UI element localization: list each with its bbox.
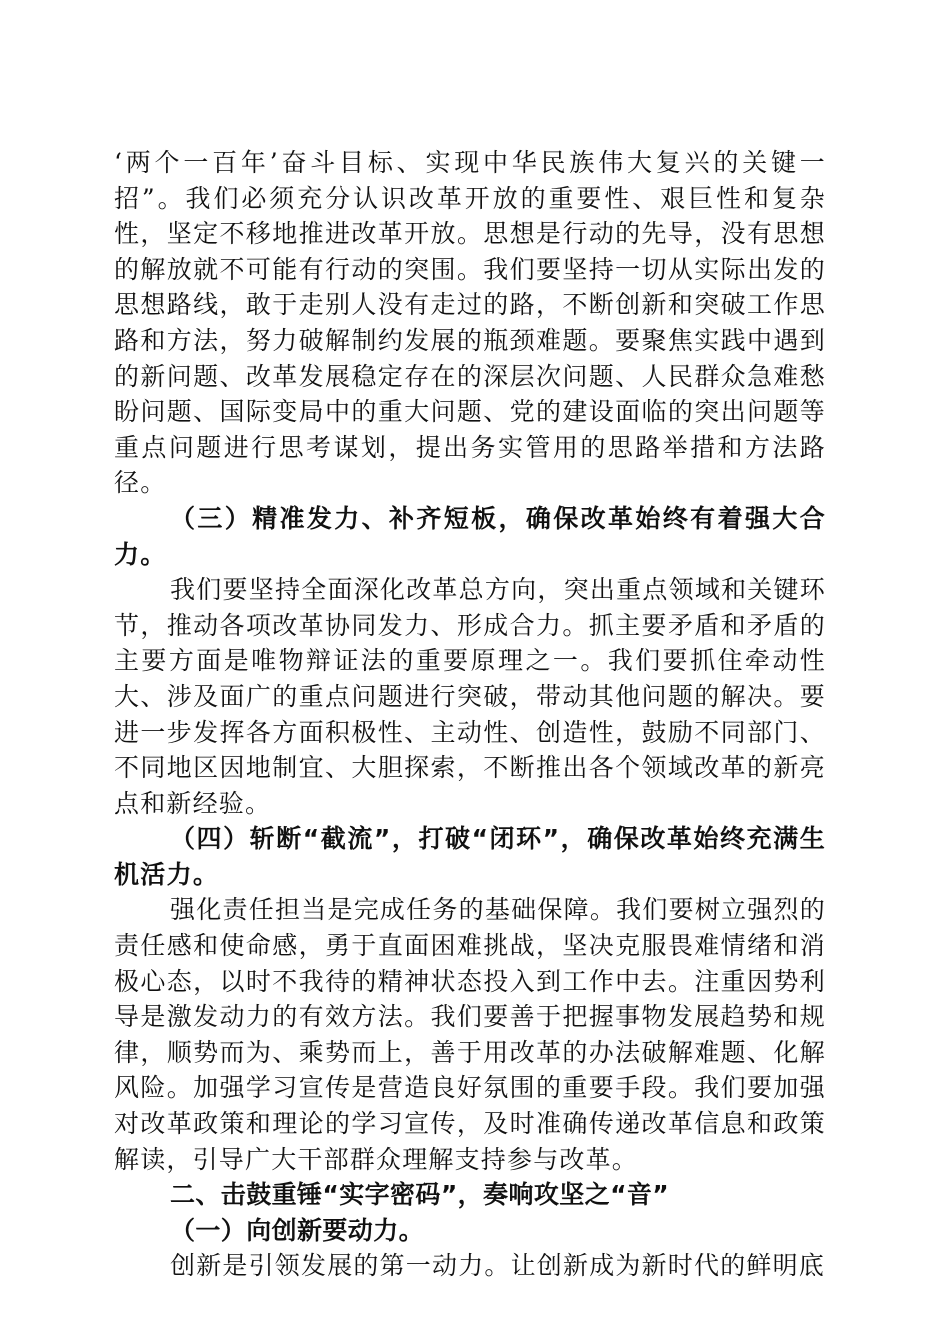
body-paragraph-2: 我们要坚持全面深化改革总方向，突出重点领域和关键环节，推动各项改革协同发力、形成合力。抓主要矛盾和矛盾的主要方面是唯物辩证法的重要原理之一。我们要抓住牵动性大、涉及面广的重点问题进行突破，带动其他问题的解决。要进一步发挥各方面积极性、主动性、创造性，鼓励不同部门、不同地区因地制宜、大胆探索，不断推出各个领域改革的新亮点和新经验。 xyxy=(114,575,826,818)
section-subheading-1: （一）向创新要动力。 xyxy=(170,1215,425,1245)
section-subheading-3: （三）精准发力、补齐短板，确保改革始终有着强大合力。 xyxy=(114,503,826,569)
section-heading-2: 二、击鼓重锤“实字密码”，奏响攻坚之“音” xyxy=(170,1180,670,1210)
document-body xyxy=(114,145,826,1284)
section-subheading-4: （四）斩断“截流”，打破“闭环”，确保改革始终充满生机活力。 xyxy=(114,824,826,889)
body-paragraph-3: 强化责任担当是完成任务的基础保障。我们要树立强烈的责任感和使命感，勇于直面困难挑战，坚决克服畏难情绪和消极心态，以时不我待的精神状态投入到工作中去。注重因势利导是激发动力的有效方法。我们要善于把握事物发展趋势和规律，顺势而为、乘势而上，善于用改革的办法破解难题、化解风险。加强学习宣传是营造良好氛围的重要手段。我们要加强对改革政策和理论的学习宣传，及时准确传递改革信息和政策解读，引导广大干部群众理解支持参与改革。 xyxy=(114,895,826,1174)
body-paragraph-1: ‘两个一百年’奋斗目标、实现中华民族伟大复兴的关键一招”。我们必须充分认识改革开放的重要性、艰巨性和复杂性，坚定不移地推进改革开放。思想是行动的先导，没有思想的解放就不可能有行动的突围。我们要坚持一切从实际出发的思想路线，敢于走别人没有走过的路，不断创新和突破工作思路和方法，努力破解制约发展的瓶颈难题。要聚焦实践中遇到的新问题、改革发展稳定存在的深层次问题、人民群众急难愁盼问题、国际变局中的重大问题、党的建设面临的突出问题等重点问题进行思考谋划，提出务实管用的思路举措和方法路径。 xyxy=(114,148,826,498)
body-paragraph-4: 创新是引领发展的第一动力。让创新成为新时代的鲜明底 xyxy=(170,1251,826,1281)
